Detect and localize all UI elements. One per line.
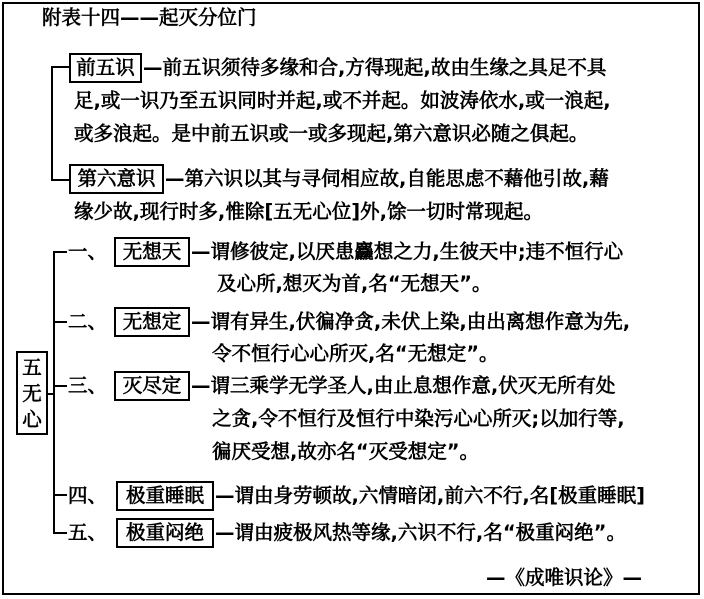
item-number: 二、 <box>68 310 108 333</box>
upper-bracket-vertical <box>51 66 53 180</box>
text-line: 令不恒行心心所灭,名“无想定”。 <box>212 342 499 365</box>
lower-bracket-tick <box>53 385 67 387</box>
page-title: 附表十四——起灭分位门 <box>42 6 257 29</box>
text-line: —谓由身劳顿故,六情暗闭,前六不行,名[极重睡眠] <box>215 484 646 507</box>
term-box-灭尽定: 灭尽定 <box>114 371 190 401</box>
lower-bracket-tick <box>53 494 67 496</box>
text-line: —谓三乘学无学圣人,由止息想作意,伏灭无所有处 <box>191 374 616 397</box>
text-line: —谓有异生,伏徧净贪,未伏上染,由出离想作意为先, <box>191 310 631 333</box>
text-line: 足,或一识乃至五识同时并起,或不并起。如波涛依水,或一浪起, <box>74 89 611 112</box>
item-number: 五、 <box>68 521 108 544</box>
lower-bracket-tick <box>53 532 67 534</box>
term-box-无想定: 无想定 <box>114 307 190 337</box>
source-citation: —《成唯识论》— <box>486 566 643 589</box>
item-number: 三、 <box>68 374 108 397</box>
text-line: 徧厌受想,故亦名“灭受想定”。 <box>212 440 480 463</box>
item-number: 四、 <box>68 484 108 507</box>
group-label-char: 无 <box>22 382 42 405</box>
item-number: 一、 <box>68 240 108 263</box>
lower-bracket-tick <box>53 251 67 253</box>
term-box-极重睡眠: 极重睡眠 <box>116 481 214 511</box>
text-line: 及心所,想灭为首,名“无想天”。 <box>217 272 492 295</box>
text-line: —前五识须待多缘和合,方得现起,故由生缘之具足不具 <box>143 56 607 79</box>
text-line: —谓修彼定,以厌患麤想之力,生彼天中;违不恒行心 <box>191 240 624 263</box>
upper-bracket-top <box>51 66 69 68</box>
text-line: 或多浪起。是中前五识或一或多现起,第六意识必随之俱起。 <box>74 122 589 145</box>
group-label-char: 心 <box>22 408 42 431</box>
lower-bracket-connector <box>48 393 54 395</box>
text-line: 之贪,令不恒行及恒行中染污心心所灭;以加行等, <box>212 407 625 430</box>
text-line: —第六识以其与寻伺相应故,自能思虑不藉他引故,藉 <box>165 167 609 190</box>
group-label-char: 五 <box>22 356 42 379</box>
group-label-五无心 <box>16 351 48 435</box>
term-box-极重闷绝: 极重闷绝 <box>116 518 214 548</box>
text-line: —谓由疲极风热等缘,六识不行,名“极重闷绝”。 <box>215 521 626 544</box>
text-line: 缘少故,现行时多,惟除[五无心位]外,馀一切时常现起。 <box>74 200 544 223</box>
upper-bracket-bottom <box>51 179 69 181</box>
term-box-前五识: 前五识 <box>69 53 142 83</box>
term-box-无想天: 无想天 <box>114 237 190 267</box>
term-box-第六意识: 第六意识 <box>69 164 164 194</box>
table-frame <box>2 2 700 595</box>
lower-bracket-tick <box>53 321 67 323</box>
